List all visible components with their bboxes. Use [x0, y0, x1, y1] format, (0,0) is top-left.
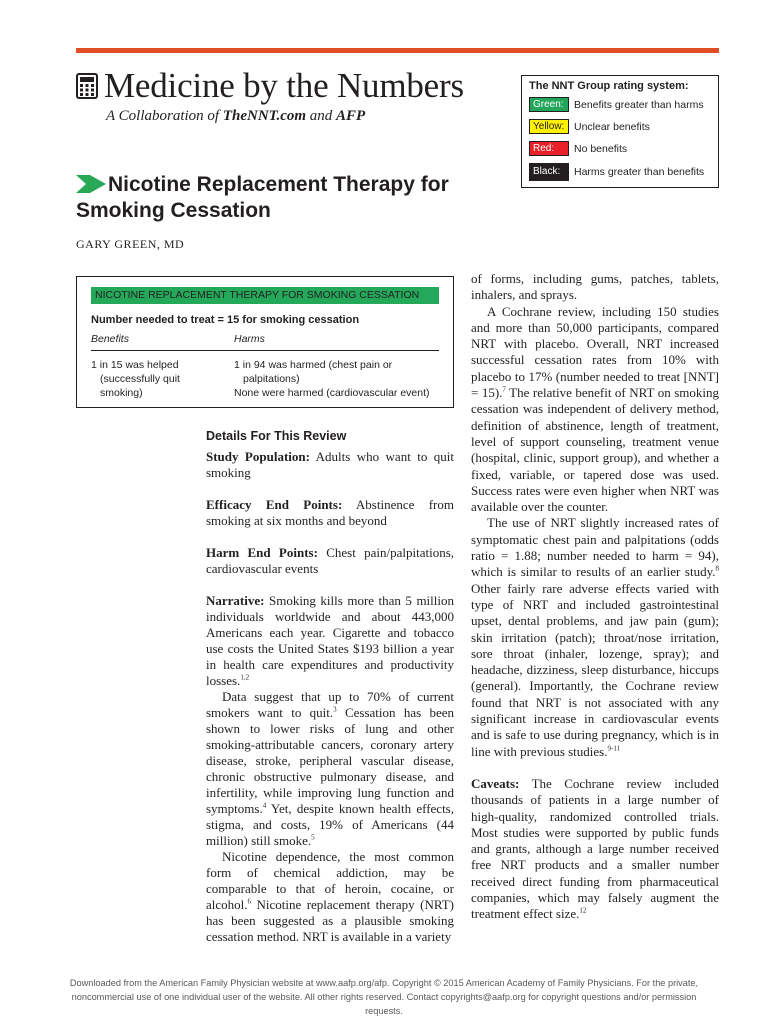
summary-header: NICOTINE REPLACEMENT THERAPY FOR SMOKING CESSATION	[91, 287, 439, 304]
narrative-paragraph: Nicotine dependence, the most common form of chemical addiction, may be comparable to that of heroin, cocaine, or alcohol.$^6$ Nicotine replacement therapy (NRT) has been suggested as a plausible smoking cessation method. NRT is available in a variety	[206, 849, 454, 944]
harms-column-header: Harms	[234, 333, 265, 345]
arrow-icon	[76, 175, 106, 193]
calculator-icon	[76, 73, 98, 99]
rating-text: Unclear benefits	[574, 120, 650, 133]
rating-yellow	[529, 118, 711, 135]
harm-item: None were harmed (cardiovascular event)	[234, 387, 430, 399]
details-heading: Details For This Review	[206, 429, 347, 443]
right-column	[471, 271, 719, 923]
rating-text: No benefits	[574, 142, 628, 155]
rating-green	[529, 96, 711, 113]
benefit-item: 1 in 15 was helped (successfully quit smoking)	[91, 359, 180, 399]
harm-item: 1 in 94 was harmed (chest pain or palpitations)	[234, 359, 393, 385]
masthead	[76, 66, 464, 124]
article-title: Nicotine Replacement Therapy for Smoking Cessation	[76, 173, 449, 222]
divider	[91, 350, 439, 351]
collaboration-line: A Collaboration of TheNNT.com and AFP	[106, 108, 366, 124]
study-population: Study Population: Adults who want to quit smoking	[206, 449, 454, 480]
black-swatch: Black:	[529, 163, 569, 181]
rating-text: Benefits greater than harms	[574, 98, 704, 111]
top-rule	[76, 48, 719, 53]
caveats-paragraph: Caveats: The Cochrane review included thousands of patients in a large number of high-quality, randomized controlled trials. Most studies were supported by public funds and grants, although a large number received free NRT products and a smaller number received direct funding from pharmaceutical companies, which may falsely augment the treatment effect size.$^{12}$	[471, 775, 719, 922]
left-column	[206, 428, 454, 945]
benefits-column-header: Benefits	[91, 333, 129, 345]
efficacy-end-points: Efficacy End Points: Abstinence from smoking at six months and beyond	[206, 497, 454, 528]
yellow-swatch: Yellow:	[529, 119, 569, 134]
harm-end-points: Harm End Points: Chest pain/palpitations, cardiovascular events	[206, 545, 455, 576]
green-swatch: Green:	[529, 97, 569, 112]
rating-red	[529, 140, 711, 157]
narrative-paragraph: Narrative: Smoking kills more than 5 million individuals worldwide and about 443,000 Americans each year. Cigarette and tobacco use costs the United States $193 billion a year in health care expenditures and productivity losses.$^{1,2}$	[206, 593, 454, 688]
harms-cell	[234, 358, 439, 400]
cochrane-paragraph: A Cochrane review, including 150 studies and more than 50,000 participants, compared NRT with placebo. Overall, NRT increased successful cessation rates from 10% with placebo to 17% (number needed to treat [NNT] = 15).$^7$ The relative benefit of NRT on smoking cessation was independent of delivery method, definition of abstinence, length of treatment, level of support counseling, treatment venue (hospital, clinic, support group), and whether a fixed, variable, or tapered dose was used. Success rates were even higher when NRT was available over the counter.	[471, 303, 719, 515]
continued-paragraph: of forms, including gums, patches, tablets, inhalers, and sprays.	[471, 271, 719, 303]
red-swatch: Red:	[529, 141, 569, 156]
author-byline: GARY GREEN, MD	[76, 237, 185, 251]
summary-table	[76, 276, 454, 408]
harms-paragraph: The use of NRT slightly increased rates of symptomatic chest pain and palpitations (odds ratio = 1.88; number needed to harm = 94), which is similar to results of an earlier study.$^8$ Other fairly rare adverse effects varied with type of NRT and included gastrointestinal upset, dental problems, and jaw pain (gum); skin irritation (patch); throat/nose irritation, sore throat (inhaler, lozenge, spray); and headache, dizziness, sleep disturbance, hiccups (general). Importantly, the Cochrane review found that NRT is not associated with any significant increase in cardiovascular events and is safe to use during pregnancy, which is in line with previous studies.$^{9-11}$	[471, 515, 719, 759]
rating-text: Harms greater than benefits	[574, 166, 705, 178]
nnt-line: Number needed to treat = 15 for smoking cessation	[91, 314, 360, 326]
narrative-paragraph: Data suggest that up to 70% of current smokers want to quit.$^3$ Cessation has been shown to lower risks of lung and other smoking-attributable cancers, coronary artery disease, stroke, peripheral vascular disease, chronic obstructive pulmonary disease, and infertility, while improving lung function and symptoms.$^4$ Yet, despite known health effects, stigma, and costs, 19% of Americans (44 million) still smoke.$^5$	[206, 689, 455, 848]
rating-black	[529, 162, 711, 182]
benefits-cell	[91, 358, 221, 400]
copyright-footer: Downloaded from the American Family Physician website at www.aafp.org/afp. Copyright © 2015 American Academy of Family Physicians. For the private, noncommercial use of one individual user of the website. All other rights reserved. Contact copyrights@aafp.org for copyright questions and/or permission requests.	[69, 978, 699, 1016]
rating-system-title: The NNT Group rating system:	[529, 80, 689, 92]
rating-system-box	[521, 75, 719, 188]
masthead-title: Medicine by the Numbers	[104, 66, 464, 105]
